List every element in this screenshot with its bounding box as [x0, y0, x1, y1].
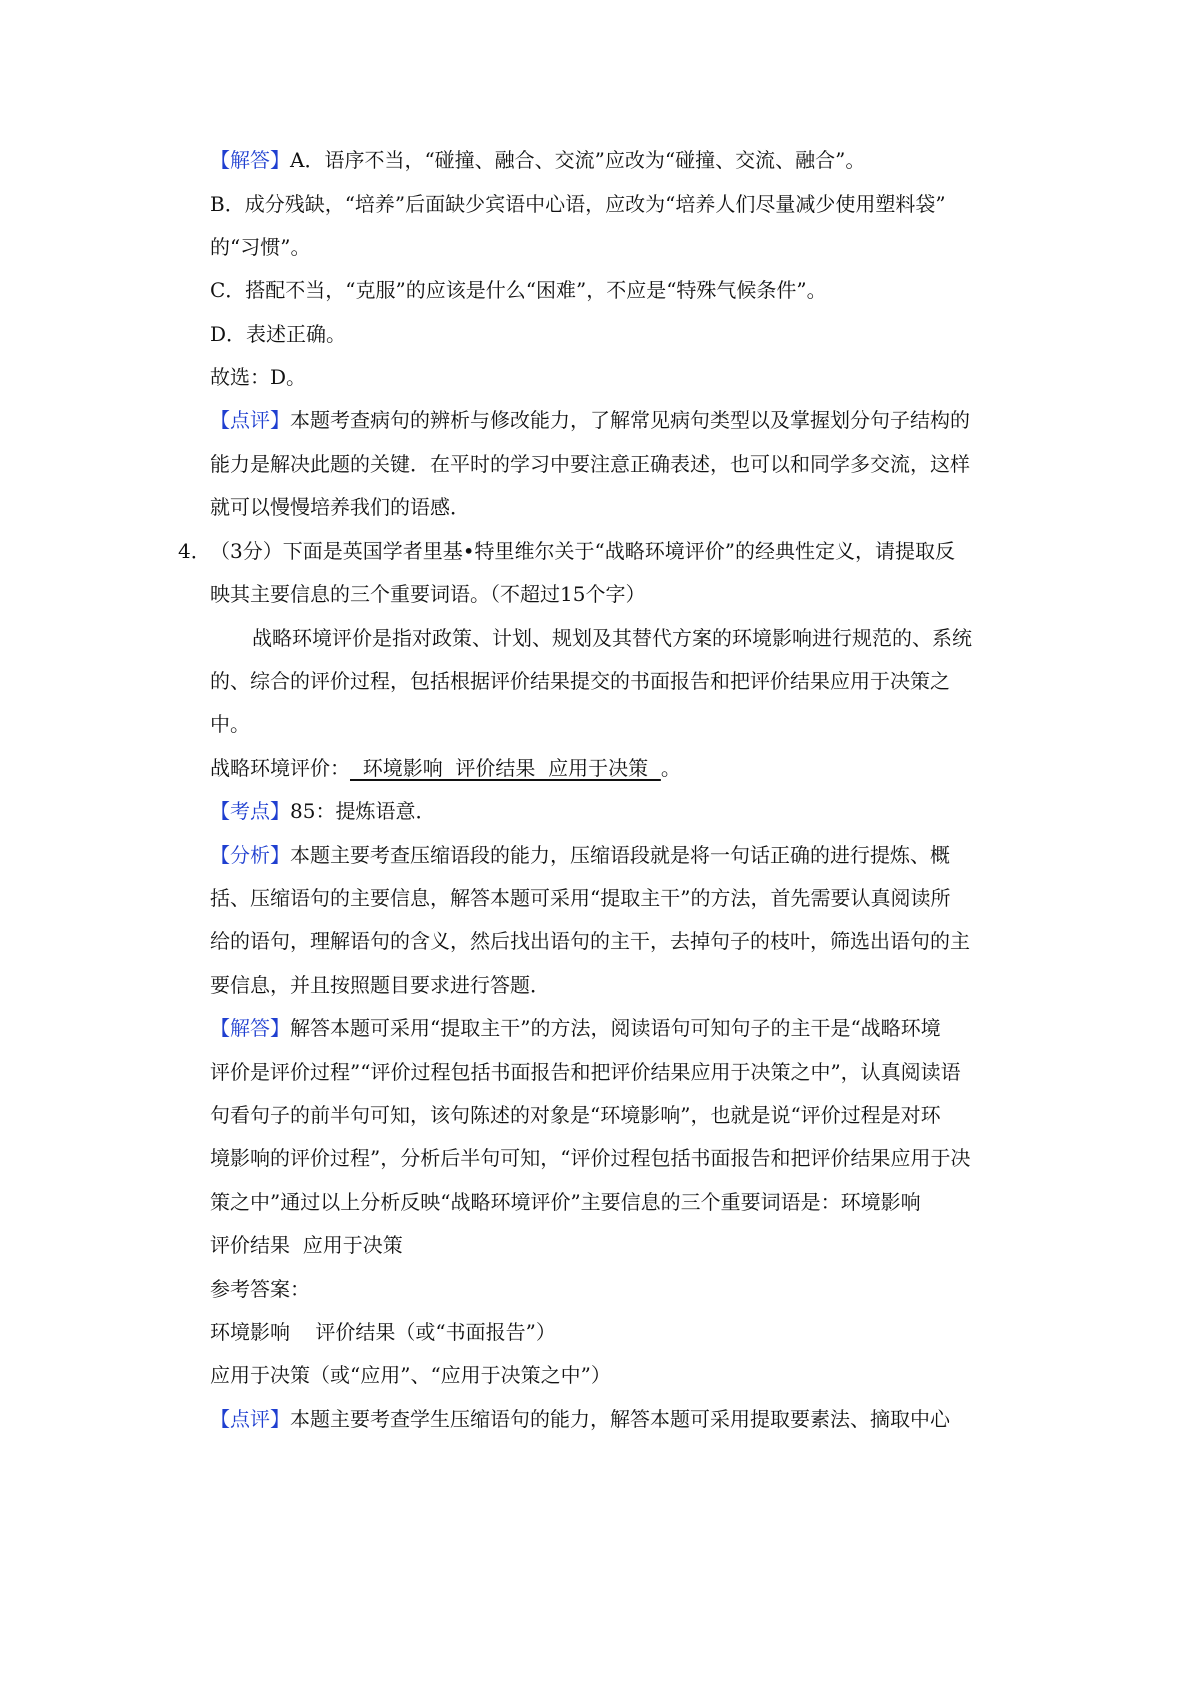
- q4-answer-line-6: 评价结果 应用于决策: [210, 1233, 403, 1257]
- question-stem-1: （3分）下面是英国学者里基•特里维尔关于“战略环境评价”的经典性定义，请提取反: [210, 539, 955, 563]
- passage-line-2: 的、综合的评价过程，包括根据评价结果提交的书面报告和把评价结果应用于决策之: [210, 669, 950, 693]
- reference-line-1: 环境影响 评价结果（或“书面报告”）: [210, 1320, 556, 1344]
- fill-label: 战略环境评价：: [210, 756, 350, 780]
- answer-line-b1: B．成分残缺，“培养”后面缺少宾语中心语，应改为“培养人们尽量减少使用塑料袋”: [210, 192, 946, 216]
- analysis-text-1: 本题主要考查压缩语段的能力，压缩语段就是将一句话正确的进行提炼、概: [290, 843, 950, 867]
- analysis-tag: 【分析】: [210, 843, 290, 867]
- kaodian-text: 85：提炼语意．: [290, 799, 436, 823]
- answer-line-a: [210, 146, 865, 174]
- analysis-line-3: 给的语句，理解语句的含义，然后找出语句的主干，去掉句子的枝叶，筛选出语句的主: [210, 929, 970, 953]
- analysis-line-4: 要信息，并且按照题目要求进行答题．: [210, 973, 550, 997]
- kaodian-tag: 【考点】: [210, 799, 290, 823]
- q4-answer-line-5: 策之中”通过以上分析反映“战略环境评价”主要信息的三个重要词语是：环境影响: [210, 1190, 921, 1214]
- q4-answer-line-1: [210, 1014, 941, 1042]
- answer-line-c: C．搭配不当，“克服”的应该是什么“困难”，不应是“特殊气候条件”。: [210, 278, 827, 302]
- choice-line: 故选：D。: [210, 365, 307, 389]
- fill-answer: 环境影响 评价结果 应用于决策: [350, 756, 661, 780]
- analysis-line-1: [210, 841, 950, 869]
- kaodian-line: [210, 797, 435, 825]
- fill-line: [210, 754, 681, 782]
- q4-comment-line-1: [210, 1405, 950, 1433]
- q4-answer-text-1: 解答本题可采用“提取主干”的方法，阅读语句可知句子的主干是“战略环境: [290, 1016, 941, 1040]
- answer-line-d: D．表述正确。: [210, 322, 347, 346]
- comment-line-1: [210, 406, 970, 434]
- q4-answer-line-2: 评价是评价过程”“评价过程包括书面报告和把评价结果应用于决策之中”，认真阅读语: [210, 1060, 961, 1084]
- reference-label: 参考答案：: [210, 1277, 310, 1301]
- q4-comment-tag: 【点评】: [210, 1407, 290, 1431]
- reference-line-2: 应用于决策（或“应用”、“应用于决策之中”）: [210, 1363, 611, 1387]
- answer-a-text: A．语序不当，“碰撞、融合、交流”应改为“碰撞、交流、融合”。: [290, 148, 866, 172]
- question-number: 4．: [178, 539, 211, 563]
- comment-text-1: 本题考查病句的辨析与修改能力，了解常见病句类型以及掌握划分句子结构的: [290, 408, 970, 432]
- comment-line-3: 就可以慢慢培养我们的语感．: [210, 495, 470, 519]
- q4-answer-line-3: 句看句子的前半句可知，该句陈述的对象是“环境影响”，也就是说“评价过程是对环: [210, 1103, 941, 1127]
- answer-tag: 【解答】: [210, 148, 290, 172]
- q4-answer-line-4: 境影响的评价过程”，分析后半句可知，“评价过程包括书面报告和把评价结果应用于决: [210, 1146, 971, 1170]
- q4-comment-text-1: 本题主要考查学生压缩语句的能力，解答本题可采用提取要素法、摘取中心: [290, 1407, 950, 1431]
- passage-line-1: 战略环境评价是指对政策、计划、规划及其替代方案的环境影响进行规范的、系统: [252, 626, 972, 650]
- analysis-line-2: 括、压缩语句的主要信息，解答本题可采用“提取主干”的方法，首先需要认真阅读所: [210, 886, 951, 910]
- fill-end: 。: [660, 756, 681, 780]
- q4-answer-tag: 【解答】: [210, 1016, 290, 1040]
- answer-line-b2: 的“习惯”。: [210, 235, 311, 259]
- comment-line-2: 能力是解决此题的关键．在平时的学习中要注意正确表述，也可以和同学多交流，这样: [210, 452, 970, 476]
- question-stem-2: 映其主要信息的三个重要词语。（不超过15个字）: [210, 582, 646, 606]
- passage-line-3: 中。: [210, 712, 250, 736]
- comment-tag: 【点评】: [210, 408, 290, 432]
